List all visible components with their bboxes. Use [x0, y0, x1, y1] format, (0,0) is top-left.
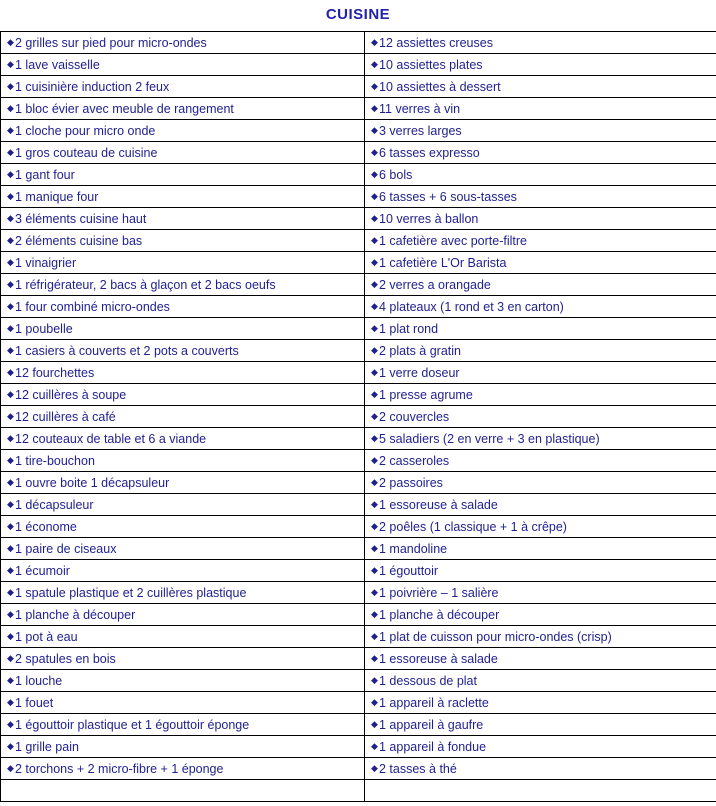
- inventory-item-label: 1 appareil à raclette: [379, 696, 489, 710]
- table-row: [1, 362, 716, 384]
- bullet-icon: ◆: [371, 609, 379, 620]
- inventory-item-label: 2 tasses à thé: [379, 762, 457, 776]
- inventory-cell-left: [1, 538, 365, 560]
- inventory-item-label: 1 cafetière avec porte-filtre: [379, 234, 527, 248]
- bullet-icon: ◆: [7, 59, 15, 70]
- inventory-item-label: 1 vinaigrier: [15, 256, 76, 270]
- table-row: [1, 54, 716, 76]
- table-row: [1, 736, 716, 758]
- inventory-item-label: 1 mandoline: [379, 542, 447, 556]
- bullet-icon: ◆: [371, 455, 379, 466]
- inventory-cell-left: [1, 560, 365, 582]
- inventory-item-label: 1 gant four: [15, 168, 75, 182]
- table-row: [1, 428, 716, 450]
- inventory-cell-right: [365, 670, 716, 692]
- table-row: [1, 76, 716, 98]
- inventory-cell-right: [365, 516, 716, 538]
- bullet-icon: ◆: [7, 411, 15, 422]
- bullet-icon: ◆: [371, 653, 379, 664]
- bullet-icon: ◆: [371, 37, 379, 48]
- bullet-icon: ◆: [371, 191, 379, 202]
- inventory-item-label: 1 poivrière – 1 salière: [379, 586, 499, 600]
- bullet-icon: ◆: [7, 433, 15, 444]
- inventory-cell-right: [365, 186, 716, 208]
- inventory-item-label: 6 bols: [379, 168, 412, 182]
- bullet-icon: ◆: [371, 367, 379, 378]
- inventory-cell-left: [1, 626, 365, 648]
- bullet-icon: ◆: [371, 719, 379, 730]
- inventory-cell-right: [365, 164, 716, 186]
- bullet-icon: ◆: [371, 125, 379, 136]
- bullet-icon: ◆: [7, 565, 15, 576]
- inventory-item-label: 1 cuisinière induction 2 feux: [15, 80, 169, 94]
- inventory-cell-left: [1, 318, 365, 340]
- inventory-item-label: 1 économe: [15, 520, 77, 534]
- inventory-cell-right: [365, 538, 716, 560]
- inventory-cell-left: [1, 494, 365, 516]
- bullet-icon: ◆: [7, 367, 15, 378]
- inventory-cell-left: [1, 76, 365, 98]
- bullet-icon: ◆: [7, 103, 15, 114]
- inventory-cell-right: [365, 780, 716, 802]
- inventory-cell-right: [365, 362, 716, 384]
- inventory-cell-right: [365, 560, 716, 582]
- inventory-item-label: 1 appareil à fondue: [379, 740, 486, 754]
- inventory-cell-right: [365, 296, 716, 318]
- bullet-icon: ◆: [371, 433, 379, 444]
- table-row: [1, 164, 716, 186]
- table-row: [1, 714, 716, 736]
- bullet-icon: ◆: [7, 587, 15, 598]
- inventory-cell-left: [1, 670, 365, 692]
- inventory-item-label: 3 verres larges: [379, 124, 462, 138]
- inventory-item-label: 1 plat de cuisson pour micro-ondes (crisp): [379, 630, 612, 644]
- inventory-cell-left: [1, 406, 365, 428]
- bullet-icon: ◆: [371, 345, 379, 356]
- bullet-icon: ◆: [7, 191, 15, 202]
- bullet-icon: ◆: [7, 521, 15, 532]
- bullet-icon: ◆: [7, 169, 15, 180]
- inventory-cell-right: [365, 406, 716, 428]
- table-row: [1, 626, 716, 648]
- bullet-icon: ◆: [7, 455, 15, 466]
- inventory-cell-right: [365, 582, 716, 604]
- inventory-cell-right: [365, 714, 716, 736]
- bullet-icon: ◆: [7, 345, 15, 356]
- inventory-cell-right: [365, 648, 716, 670]
- inventory-cell-left: [1, 604, 365, 626]
- inventory-cell-left: [1, 208, 365, 230]
- table-row: [1, 560, 716, 582]
- inventory-cell-right: [365, 142, 716, 164]
- inventory-cell-left: [1, 428, 365, 450]
- inventory-cell-left: [1, 384, 365, 406]
- inventory-item-label: 2 couvercles: [379, 410, 449, 424]
- inventory-cell-left: [1, 164, 365, 186]
- table-row: [1, 406, 716, 428]
- inventory-cell-right: [365, 32, 716, 54]
- table-row: [1, 186, 716, 208]
- table-row: [1, 296, 716, 318]
- bullet-icon: ◆: [7, 499, 15, 510]
- inventory-cell-right: [365, 252, 716, 274]
- inventory-item-label: 2 spatules en bois: [15, 652, 116, 666]
- table-row: [1, 252, 716, 274]
- bullet-icon: ◆: [371, 323, 379, 334]
- bullet-icon: ◆: [371, 741, 379, 752]
- inventory-cell-left: [1, 692, 365, 714]
- page-title: CUISINE: [0, 6, 716, 23]
- inventory-item-label: 4 plateaux (1 rond et 3 en carton): [379, 300, 564, 314]
- table-row: [1, 208, 716, 230]
- inventory-cell-left: [1, 98, 365, 120]
- inventory-cell-left: [1, 32, 365, 54]
- inventory-cell-left: [1, 780, 365, 802]
- bullet-icon: ◆: [371, 565, 379, 576]
- inventory-item-label: 1 lave vaisselle: [15, 58, 100, 72]
- table-row: [1, 384, 716, 406]
- bullet-icon: ◆: [7, 125, 15, 136]
- inventory-item-label: 11 verres à vin: [379, 102, 460, 116]
- inventory-cell-left: [1, 230, 365, 252]
- inventory-cell-right: [365, 626, 716, 648]
- inventory-item-label: 3 éléments cuisine haut: [15, 212, 146, 226]
- table-row: [1, 450, 716, 472]
- inventory-item-label: 1 grille pain: [15, 740, 79, 754]
- inventory-item-label: 12 cuillères à soupe: [15, 388, 126, 402]
- inventory-item-label: 5 saladiers (2 en verre + 3 en plastique): [379, 432, 600, 446]
- table-row: [1, 758, 716, 780]
- inventory-cell-right: [365, 54, 716, 76]
- inventory-cell-right: [365, 98, 716, 120]
- inventory-item-label: 1 casiers à couverts et 2 pots a couverts: [15, 344, 239, 358]
- bullet-icon: ◆: [7, 653, 15, 664]
- inventory-table-body: [1, 32, 716, 802]
- bullet-icon: ◆: [371, 103, 379, 114]
- bullet-icon: ◆: [7, 323, 15, 334]
- table-row: [1, 32, 716, 54]
- inventory-cell-left: [1, 516, 365, 538]
- bullet-icon: ◆: [371, 675, 379, 686]
- inventory-item-label: 1 paire de ciseaux: [15, 542, 116, 556]
- bullet-icon: ◆: [371, 763, 379, 774]
- bullet-icon: ◆: [7, 631, 15, 642]
- inventory-item-label: 1 poubelle: [15, 322, 73, 336]
- bullet-icon: ◆: [7, 37, 15, 48]
- inventory-cell-right: [365, 318, 716, 340]
- inventory-item-label: 1 manique four: [15, 190, 98, 204]
- table-row: [1, 670, 716, 692]
- inventory-item-label: 6 tasses + 6 sous-tasses: [379, 190, 517, 204]
- inventory-cell-left: [1, 736, 365, 758]
- table-row: [1, 582, 716, 604]
- bullet-icon: ◆: [7, 257, 15, 268]
- inventory-cell-left: [1, 758, 365, 780]
- inventory-cell-right: [365, 208, 716, 230]
- table-row: [1, 472, 716, 494]
- inventory-item-label: 1 spatule plastique et 2 cuillères plastique: [15, 586, 246, 600]
- table-row: [1, 98, 716, 120]
- bullet-icon: ◆: [7, 81, 15, 92]
- table-row: [1, 274, 716, 296]
- inventory-cell-right: [365, 230, 716, 252]
- table-row: [1, 340, 716, 362]
- bullet-icon: ◆: [371, 81, 379, 92]
- inventory-item-label: 1 pot à eau: [15, 630, 78, 644]
- inventory-cell-right: [365, 450, 716, 472]
- inventory-item-label: 1 cafetière L'Or Barista: [379, 256, 506, 270]
- table-row: [1, 692, 716, 714]
- inventory-cell-right: [365, 120, 716, 142]
- bullet-icon: ◆: [371, 477, 379, 488]
- table-row: [1, 230, 716, 252]
- inventory-table: [0, 31, 716, 802]
- inventory-item-label: 10 assiettes plates: [379, 58, 483, 72]
- inventory-item-label: 1 tire-bouchon: [15, 454, 95, 468]
- inventory-cell-right: [365, 604, 716, 626]
- inventory-cell-left: [1, 714, 365, 736]
- inventory-cell-left: [1, 582, 365, 604]
- inventory-item-label: 1 planche à découper: [15, 608, 135, 622]
- bullet-icon: ◆: [7, 477, 15, 488]
- inventory-cell-right: [365, 340, 716, 362]
- inventory-item-label: 1 planche à découper: [379, 608, 499, 622]
- inventory-item-label: 2 passoires: [379, 476, 443, 490]
- bullet-icon: ◆: [371, 543, 379, 554]
- inventory-item-label: 2 grilles sur pied pour micro-ondes: [15, 36, 207, 50]
- inventory-item-label: 1 réfrigérateur, 2 bacs à glaçon et 2 bacs oeufs: [15, 278, 276, 292]
- table-row: [1, 494, 716, 516]
- bullet-icon: ◆: [371, 279, 379, 290]
- inventory-item-label: 1 décapsuleur: [15, 498, 94, 512]
- inventory-cell-right: [365, 384, 716, 406]
- bullet-icon: ◆: [7, 675, 15, 686]
- bullet-icon: ◆: [371, 499, 379, 510]
- inventory-cell-left: [1, 186, 365, 208]
- bullet-icon: ◆: [7, 213, 15, 224]
- inventory-cell-left: [1, 472, 365, 494]
- bullet-icon: ◆: [371, 587, 379, 598]
- inventory-item-label: 1 cloche pour micro onde: [15, 124, 155, 138]
- bullet-icon: ◆: [7, 609, 15, 620]
- bullet-icon: ◆: [371, 411, 379, 422]
- bullet-icon: ◆: [371, 389, 379, 400]
- inventory-cell-left: [1, 54, 365, 76]
- table-row: [1, 142, 716, 164]
- inventory-item-label: 1 presse agrume: [379, 388, 473, 402]
- inventory-cell-right: [365, 76, 716, 98]
- bullet-icon: ◆: [7, 697, 15, 708]
- inventory-item-label: 1 appareil à gaufre: [379, 718, 483, 732]
- bullet-icon: ◆: [7, 279, 15, 290]
- inventory-cell-right: [365, 494, 716, 516]
- bullet-icon: ◆: [371, 301, 379, 312]
- inventory-item-label: 12 couteaux de table et 6 a viande: [15, 432, 206, 446]
- inventory-item-label: 2 casseroles: [379, 454, 449, 468]
- table-row: [1, 604, 716, 626]
- bullet-icon: ◆: [7, 235, 15, 246]
- inventory-cell-left: [1, 252, 365, 274]
- inventory-item-label: 1 égouttoir: [379, 564, 438, 578]
- bullet-icon: ◆: [371, 521, 379, 532]
- table-row: [1, 516, 716, 538]
- inventory-item-label: 1 écumoir: [15, 564, 70, 578]
- bullet-icon: ◆: [371, 59, 379, 70]
- table-row: [1, 538, 716, 560]
- bullet-icon: ◆: [7, 147, 15, 158]
- inventory-item-label: 10 assiettes à dessert: [379, 80, 501, 94]
- bullet-icon: ◆: [371, 257, 379, 268]
- bullet-icon: ◆: [7, 389, 15, 400]
- inventory-item-label: 1 louche: [15, 674, 62, 688]
- bullet-icon: ◆: [371, 697, 379, 708]
- inventory-item-label: 1 verre doseur: [379, 366, 460, 380]
- inventory-item-label: 10 verres à ballon: [379, 212, 478, 226]
- inventory-item-label: 2 poêles (1 classique + 1 à crêpe): [379, 520, 567, 534]
- inventory-cell-left: [1, 120, 365, 142]
- bullet-icon: ◆: [371, 213, 379, 224]
- table-row: [1, 780, 716, 802]
- inventory-cell-left: [1, 296, 365, 318]
- inventory-cell-right: [365, 274, 716, 296]
- inventory-cell-left: [1, 450, 365, 472]
- inventory-item-label: 2 torchons + 2 micro-fibre + 1 éponge: [15, 762, 223, 776]
- inventory-cell-right: [365, 692, 716, 714]
- inventory-item-label: 1 dessous de plat: [379, 674, 477, 688]
- inventory-item-label: 1 bloc évier avec meuble de rangement: [15, 102, 234, 116]
- table-row: [1, 120, 716, 142]
- inventory-cell-left: [1, 362, 365, 384]
- bullet-icon: ◆: [371, 235, 379, 246]
- bullet-icon: ◆: [371, 631, 379, 642]
- table-row: [1, 318, 716, 340]
- bullet-icon: ◆: [7, 719, 15, 730]
- inventory-item-label: 1 four combiné micro-ondes: [15, 300, 170, 314]
- inventory-item-label: 1 ouvre boite 1 décapsuleur: [15, 476, 169, 490]
- inventory-item-label: 12 cuillères à café: [15, 410, 116, 424]
- bullet-icon: ◆: [371, 147, 379, 158]
- inventory-cell-right: [365, 758, 716, 780]
- inventory-item-label: 2 verres a orangade: [379, 278, 491, 292]
- inventory-cell-right: [365, 472, 716, 494]
- table-row: [1, 648, 716, 670]
- bullet-icon: ◆: [7, 543, 15, 554]
- inventory-item-label: 6 tasses expresso: [379, 146, 480, 160]
- inventory-item-label: 2 plats à gratin: [379, 344, 461, 358]
- inventory-cell-right: [365, 736, 716, 758]
- inventory-item-label: 2 éléments cuisine bas: [15, 234, 142, 248]
- document-page: [0, 6, 716, 806]
- inventory-item-label: 12 assiettes creuses: [379, 36, 493, 50]
- inventory-item-label: 1 fouet: [15, 696, 53, 710]
- inventory-item-label: 1 égouttoir plastique et 1 égouttoir éponge: [15, 718, 249, 732]
- inventory-cell-left: [1, 142, 365, 164]
- bullet-icon: ◆: [7, 741, 15, 752]
- inventory-item-label: 1 gros couteau de cuisine: [15, 146, 157, 160]
- inventory-item-label: 1 plat rond: [379, 322, 438, 336]
- inventory-cell-left: [1, 274, 365, 296]
- inventory-item-label: 1 essoreuse à salade: [379, 498, 498, 512]
- inventory-cell-left: [1, 340, 365, 362]
- inventory-cell-left: [1, 648, 365, 670]
- inventory-item-label: 12 fourchettes: [15, 366, 94, 380]
- bullet-icon: ◆: [7, 301, 15, 312]
- bullet-icon: ◆: [371, 169, 379, 180]
- inventory-item-label: 1 essoreuse à salade: [379, 652, 498, 666]
- inventory-cell-right: [365, 428, 716, 450]
- bullet-icon: ◆: [7, 763, 15, 774]
